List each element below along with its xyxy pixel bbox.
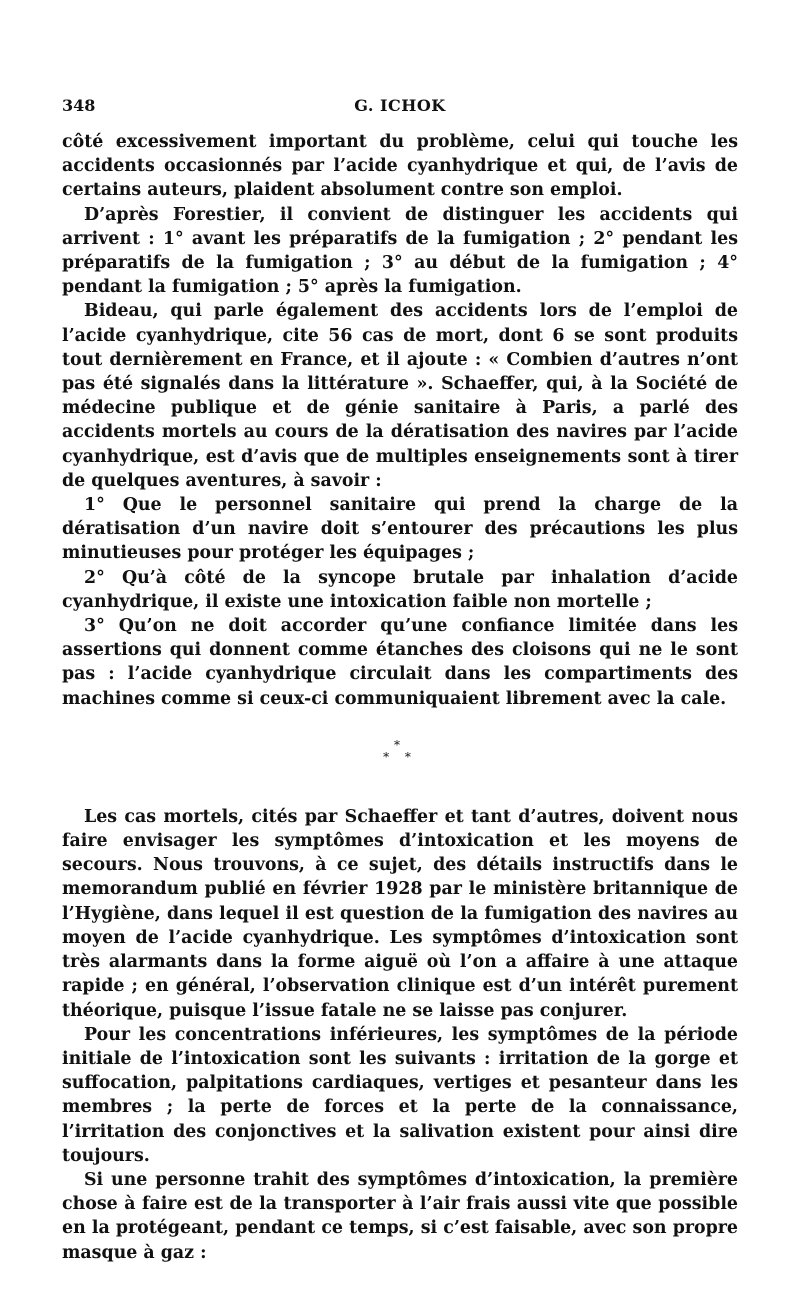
running-head: G. ICHOK — [354, 96, 446, 115]
list-item-3: 3° Qu’on ne doit accorder qu’une confiance limitée dans les assertions qui donnent comme étanches des cloisons qui ne le sont pas : l’acide cyanhydrique circulait dans les compartiments des machines comme si ceux-ci communiquaient librement avec la cale. — [62, 616, 738, 709]
section-separator — [62, 739, 738, 763]
page-number: 348 — [62, 96, 96, 115]
paragraph-premiers-secours: Si une personne trahit des symptômes d’intoxication, la première chose à faire est de la transporter à l’air frais aussi vite que possible en la protégeant, pendant ce temps, si c’est faisable, avec son propre masque à gaz : — [62, 1169, 738, 1263]
body-text-top — [62, 130, 738, 711]
paragraph-forestier: D’après Forestier, il convient de distinguer les accidents qui arrivent : 1° avant les préparatifs de la fumigation ; 2° pendant les préparatifs de la fumigation ; 3° au début de la fumigation ; 4° pendant la fumigation ; 5° après la fumigation. — [62, 204, 738, 298]
paragraph-bideau: Bideau, qui parle également des accidents lors de l’emploi de l’acide cyanhydrique, cite 56 cas de mort, dont 6 se sont produits tout dernièrement en France, et il ajoute : « Combien d’autres n’ont pas été signalés dans la littérature ». Schaeffer, qui, à la Société de médecine publique et de génie sanitaire à Paris, a parlé des accidents mortels au cours de la dératisation des navires par l’acide cyanhydrique, est d’avis que de multiples enseignements sont à tirer de quelques aventures, à savoir : — [62, 301, 738, 491]
paragraph-concentrations: Pour les concentrations inférieures, les symptômes de la période initiale de l’intoxication sont les suivants : irritation de la gorge et suffocation, palpitations cardiaques, vertiges et pesanteur dans les membres ; la perte de forces et la perte de la connaissance, l’irritation des conjonctives et la salivation existent pour ainsi dire toujours. — [62, 1024, 738, 1166]
body-text-bottom — [62, 805, 738, 1265]
separator-star-top: * — [394, 737, 406, 752]
book-page — [62, 90, 738, 1265]
separator-stars-bottom: * * — [383, 749, 417, 764]
page-header — [62, 90, 738, 130]
list-item-1: 1° Que le personnel sanitaire qui prend la charge de la dératisation d’un navire doit s’entourer des précautions les plus minutieuses pour protéger les équipages ; — [62, 495, 738, 564]
list-item-2: 2° Qu’à côté de la syncope brutale par inhalation d’acide cyanhydrique, il existe une intoxication faible non mortelle ; — [62, 567, 738, 612]
paragraph-cas-mortels: Les cas mortels, cités par Schaeffer et tant d’autres, doivent nous faire envisager les symptômes d’intoxication et les moyens de secours. Nous trouvons, à ce sujet, des détails instructifs dans le memorandum publié en février 1928 par le ministère britannique de l’Hygiène, dans lequel il est question de la fumigation des navires au moyen de l’acide cyanhydrique. Les symptômes d’intoxication sont très alarmants dans la forme aiguë où l’on a affaire à une attaque rapide ; en général, l’observation clinique est d’un intérêt purement théorique, puisque l’issue fatale ne se laisse pas conjurer. — [62, 806, 738, 1021]
paragraph-continuation: côté excessivement important du problème, celui qui touche les accidents occasionnés par l’acide cyanhydrique et qui, de l’avis de certains auteurs, plaident absolument contre son emploi. — [62, 132, 738, 201]
